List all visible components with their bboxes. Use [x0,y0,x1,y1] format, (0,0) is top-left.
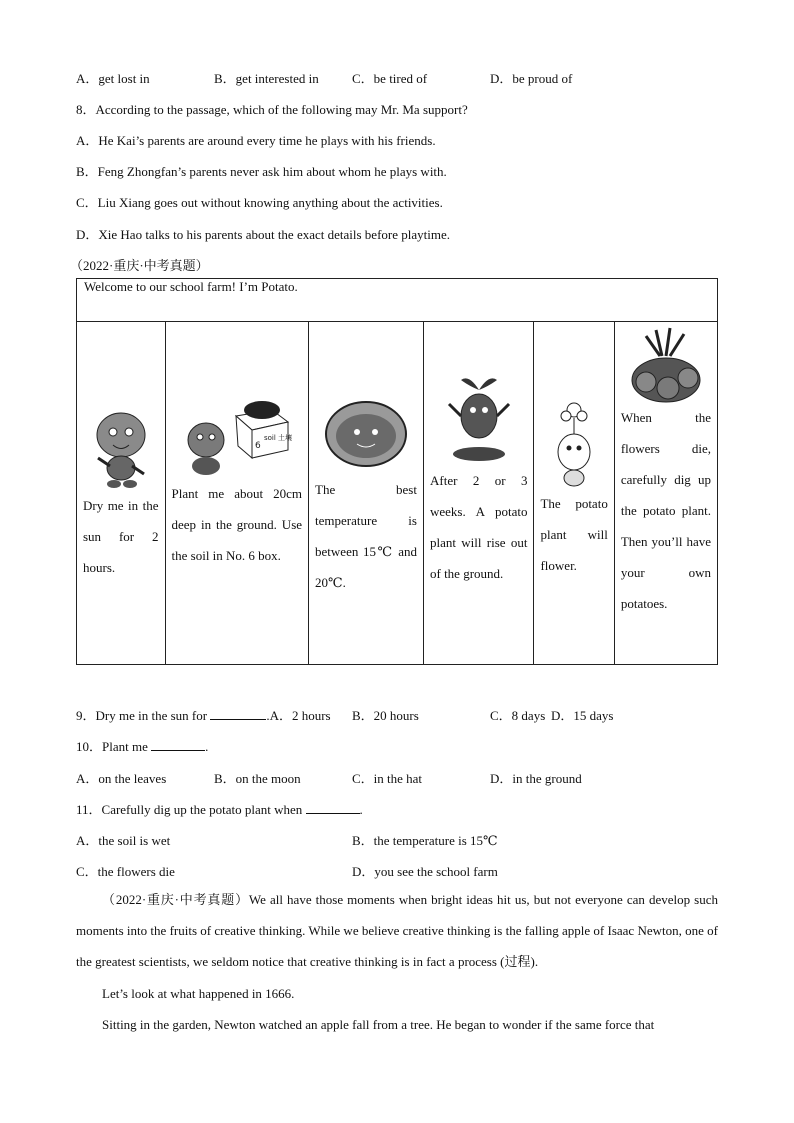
table-cell-sprout [423,322,533,665]
passage-paragraph-3: Sitting in the garden, Newton watched an apple fall from a tree. He began to wonder if the same force that [102,1017,655,1032]
table-cell-flower [534,322,614,665]
potato-character-icon [86,400,156,490]
q7-option-a: A．get lost in [76,71,150,86]
cell-text-dry: Dry me in the sun for 2 hours. [83,498,159,575]
q9-option-d: D．15 days [551,708,614,723]
q8-option-b: B．Feng Zhongfan’s parents never ask him about whom he plays with. [76,164,447,179]
table-cell-temperature [309,322,424,665]
q8-option-a: A．He Kai’s parents are around every time he plays with his friends. [76,133,436,148]
cell-text-plant: Plant me about 20cm deep in the ground. Use the soil in No. 6 box. [171,486,303,563]
q7-option-b: B．get interested in [214,71,319,86]
q8-option-c: C．Liu Xiang goes out without knowing anything about the activities. [76,195,443,210]
q11-stem: 11．Carefully dig up the potato plant when [76,802,303,817]
q11-option-d: D．you see the school farm [352,864,498,879]
cell-text-flower: The potato plant will flower. [540,496,608,573]
q10-end: . [205,739,209,754]
q10-option-d: D．in the ground [490,771,582,786]
q11-option-c: C．the flowers die [76,864,175,879]
box-number: 6 [255,441,261,451]
school-farm-table [76,278,718,665]
table-cell-plant [165,322,309,665]
q10-answer-blank[interactable] [151,750,205,751]
q11-option-a: A．the soil is wet [76,833,171,848]
q9-line [76,705,331,724]
cell-text-harvest: When the flowers die, carefully dig up the potato plant. Then you’ll have your own potatoes. [620,410,711,611]
soil-box-icon [174,388,299,478]
q9-answer-blank[interactable] [210,719,266,720]
sprout-potato-icon [439,368,519,466]
q11-answer-blank[interactable] [306,813,360,814]
q11-end: . [359,802,363,817]
q10-stem: 10．Plant me [76,739,148,754]
passage-paragraph-2: Let’s look at what happened in 1666. [102,986,295,1001]
q9-option-b: B．20 hours [352,708,419,723]
q9-option-a: .A．2 hours [266,708,331,723]
potato-face-icon [321,396,411,474]
table-header: Welcome to our school farm! I’m Potato. [77,279,718,322]
cell-text-temperature: The best temperature is between 15℃ and 20℃. [315,482,417,590]
q8-option-d: D．Xie Hao talks to his parents about the exact details before playtime. [76,227,450,242]
q11-option-b: B．the temperature is 15℃ [352,833,498,848]
q8-stem: 8．According to the passage, which of the following may Mr. Ma support? [76,102,468,117]
q9-stem: 9．Dry me in the sun for [76,708,208,723]
flower-potato-icon [544,398,604,498]
q9-option-c: C．8 days [490,708,546,723]
passage-paragraph-1: （2022·重庆·中考真题）We all have those moments when bright ideas hit us, but not everyone can develop such moments into the fruits of creative thinking. While we believe creative thinking is the falling apple of Isaac Newton, one of the greatest scientists, we seldom notice that creative thinking is in fact a process (过程). [76,892,718,969]
q7-option-d: D．be proud of [490,71,573,86]
table-cell-dry [77,322,166,665]
q7-option-c: C．be tired of [352,71,428,86]
q10-line [76,736,208,755]
box-soil-label: soil 土壤 [264,434,293,442]
q11-line [76,799,363,818]
q10-option-c: C．in the hat [352,771,423,786]
q10-option-a: A．on the leaves [76,771,167,786]
q10-option-b: B．on the moon [214,771,301,786]
source-label: （2022·重庆·中考真题） [70,258,209,273]
table-cell-harvest [614,322,717,665]
cell-text-sprout: After 2 or 3 weeks. A potato plant will rise out of the ground. [429,473,528,581]
potato-harvest-icon [626,326,706,408]
